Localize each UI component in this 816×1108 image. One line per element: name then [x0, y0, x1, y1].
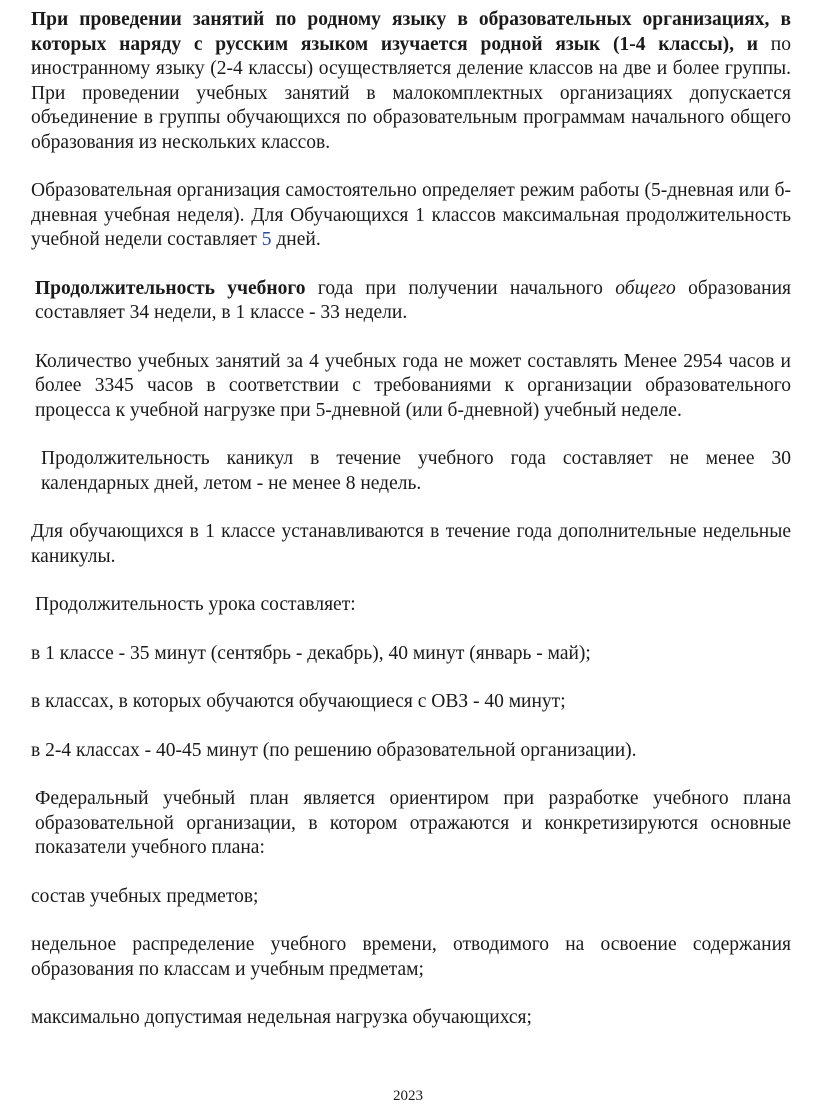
paragraph-extra-holidays: Для обучающихся в 1 классе устанавливаются в течение года дополнительные недельные каникулы.: [31, 521, 791, 567]
paragraph-bold-lead: Продолжительность учебного: [35, 277, 306, 299]
paragraph-lesson-duration: Продолжительность урока составляет:: [35, 594, 356, 615]
paragraph-text: года при получении начального: [305, 277, 616, 299]
paragraph-italic-word: общего: [615, 277, 676, 299]
highlighted-number: 5: [261, 229, 272, 250]
list-line-max-load: максимально допустимая недельная нагрузка обучающихся;: [31, 1007, 532, 1028]
paragraph-group-division: [31, 8, 791, 155]
document-body: [31, 8, 791, 1031]
list-line-weekly-distribution: недельное распределение учебного времени, отводимого на освоение содержания образования по классам и учебным предметам;: [31, 934, 791, 980]
paragraph-text-end: образования составляет 34 недели, в 1 классе - 33 недели.: [35, 277, 791, 323]
paragraph-holidays: Продолжительность каникул в течение учебного года составляет не менее 30 календарных дней, летом - не менее 8 недель.: [41, 448, 791, 494]
paragraph-year-duration: [31, 277, 791, 326]
list-line-grades-2-4: в 2-4 классах - 40-45 минут (по решению образовательной организации).: [31, 739, 637, 761]
list-line-ovz: в классах, в которых обучаются обучающиеся с ОВЗ - 40 минут;: [31, 691, 566, 712]
list-line-subjects: состав учебных предметов;: [31, 885, 259, 907]
paragraph-text-end: дней.: [271, 229, 321, 250]
paragraph-work-mode: [31, 179, 791, 253]
paragraph-text: Образовательная организация самостоятельно определяет режим работы (5-дневная или б-дневная учебная неделя). Для Обучающихся 1 классов максимальная продолжительность учебной недели составляет: [31, 180, 791, 250]
paragraph-bold-lead: При проведении занятий по родному языку в образовательных организациях, в которых наряду с русским языком изучается родной язык (1-4 классы), и: [31, 9, 791, 55]
paragraph-federal-plan: Федеральный учебный план является ориентиром при разработке учебного плана образовательной организации, в котором отражаются и конкретизируются основные показатели учебного плана:: [35, 788, 791, 858]
list-line-grade1: в 1 классе - 35 минут (сентябрь - декабрь), 40 минут (январь - май);: [31, 642, 591, 664]
paragraph-lesson-count: Количество учебных занятий за 4 учебных года не может составлять Менее 2954 часов и более 3345 часов в соответствии с требованиями к организации образовательного процесса к учебной нагрузке при 5-дневной (или б-дневной) учебный неделе.: [35, 350, 791, 421]
footer-year: 2023: [393, 1088, 423, 1104]
paragraph-text: по иностранному языку (2-4 классы) осуществляется деление классов на две и более группы. При проведении учебных занятий в малокомплектных организациях допускается объединение в группы обучающихся по образовательным программам начального общего образования из нескольких классов.: [31, 33, 791, 153]
